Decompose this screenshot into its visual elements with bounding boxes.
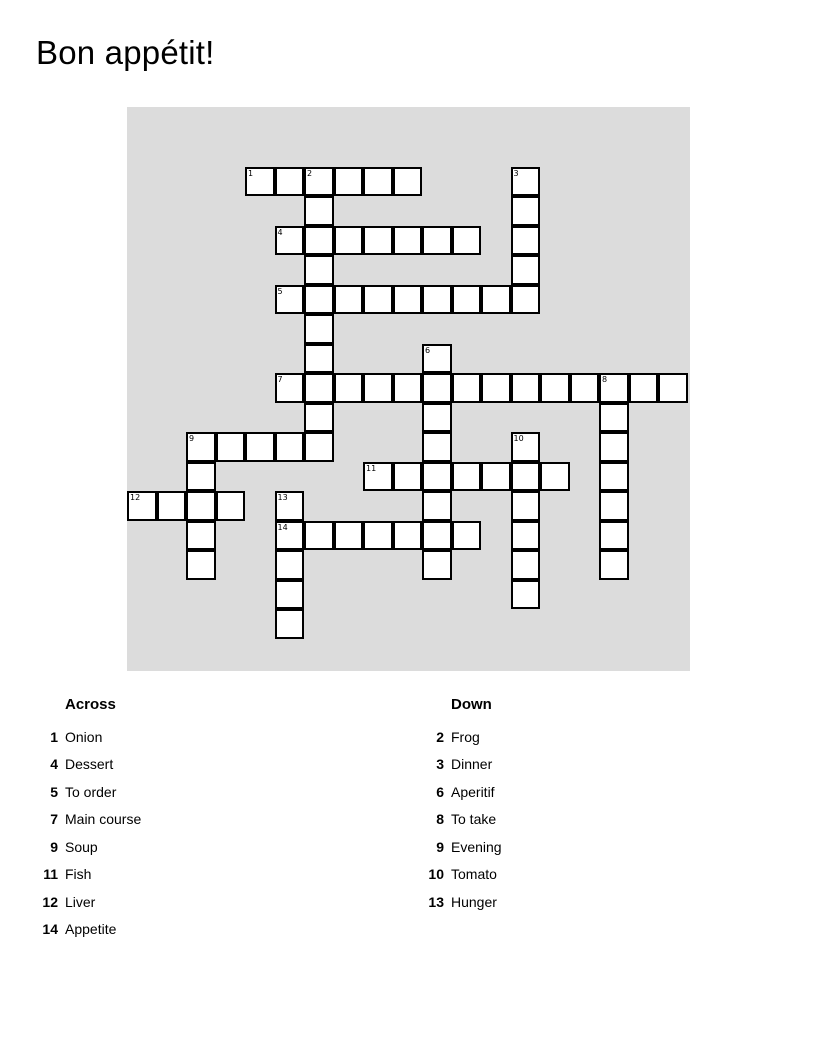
clue-number: 3 (436, 756, 444, 773)
crossword-cell[interactable] (275, 373, 305, 403)
crossword-cell[interactable] (599, 521, 629, 551)
crossword-cell[interactable] (599, 462, 629, 492)
crossword-cell[interactable] (334, 285, 364, 315)
crossword-cell[interactable] (511, 491, 541, 521)
clue-row (30, 806, 330, 834)
crossword-cell[interactable] (511, 196, 541, 226)
cell-number: 7 (277, 375, 283, 384)
crossword-cell[interactable] (511, 462, 541, 492)
crossword-cell[interactable] (275, 550, 305, 580)
crossword-cell[interactable] (245, 432, 275, 462)
crossword-cell[interactable] (363, 226, 393, 256)
crossword-cell[interactable] (216, 432, 246, 462)
crossword-cell[interactable] (511, 550, 541, 580)
crossword-cell[interactable] (334, 167, 364, 197)
crossword-cell[interactable] (452, 521, 482, 551)
clue-number: 5 (50, 783, 58, 800)
cell-number: 3 (513, 168, 519, 178)
crossword-cell[interactable] (393, 285, 423, 315)
clue-text: To order (65, 783, 117, 800)
cell-number: 2 (307, 168, 313, 178)
crossword-cell[interactable] (304, 521, 334, 551)
crossword-cell[interactable] (275, 432, 305, 462)
cell-number: 1 (248, 168, 254, 178)
crossword-cell[interactable] (599, 491, 629, 521)
clue-number: 12 (42, 893, 58, 910)
clue-row (416, 778, 716, 806)
clue-text: Evening (451, 838, 502, 855)
clue-row (416, 751, 716, 779)
clue-text: Hunger (451, 893, 497, 910)
crossword-cell[interactable] (481, 285, 511, 315)
down-clues (416, 693, 716, 916)
crossword-cell[interactable] (629, 373, 659, 403)
clue-row (416, 888, 716, 916)
clue-number: 9 (436, 838, 444, 855)
crossword-grid (127, 107, 690, 671)
clue-number: 4 (50, 756, 58, 773)
crossword-cell[interactable] (422, 403, 452, 433)
across-clue-list (30, 723, 330, 943)
crossword-cell[interactable] (511, 255, 541, 285)
crossword-cell[interactable] (393, 373, 423, 403)
clue-row (30, 778, 330, 806)
crossword-cell[interactable] (304, 403, 334, 433)
crossword-cell[interactable] (511, 285, 541, 315)
crossword-cell[interactable] (186, 491, 216, 521)
crossword-cell[interactable] (304, 226, 334, 256)
clue-number: 13 (428, 893, 444, 910)
crossword-cell[interactable] (275, 521, 305, 551)
clue-row (416, 861, 716, 889)
cell-number: 13 (277, 493, 288, 502)
crossword-cell[interactable] (422, 550, 452, 580)
clue-text: Dessert (65, 756, 114, 773)
crossword-cell[interactable] (186, 550, 216, 580)
crossword-cell[interactable] (304, 344, 334, 374)
crossword-cell[interactable] (422, 521, 452, 551)
clue-text: Onion (65, 728, 103, 745)
clue-row (30, 723, 330, 751)
crossword-cell[interactable] (422, 226, 452, 256)
crossword-cell[interactable] (363, 462, 393, 492)
clue-number: 1 (50, 728, 58, 745)
clue-text: Tomato (451, 866, 497, 883)
clue-text: Soup (65, 838, 98, 855)
cell-number: 14 (277, 522, 288, 532)
crossword-cell[interactable] (511, 580, 541, 610)
crossword-cell[interactable] (452, 226, 482, 256)
clue-number: 11 (43, 866, 58, 883)
crossword-cell[interactable] (334, 226, 364, 256)
crossword-cell[interactable] (452, 373, 482, 403)
clue-row (416, 806, 716, 834)
crossword-cell[interactable] (599, 432, 629, 462)
crossword-cell[interactable] (363, 521, 393, 551)
across-clues (30, 693, 330, 943)
crossword-cell[interactable] (599, 403, 629, 433)
crossword-cell[interactable] (570, 373, 600, 403)
crossword-cell[interactable] (186, 462, 216, 492)
clue-text: Appetite (65, 921, 117, 938)
crossword-cell[interactable] (275, 491, 305, 521)
crossword-cell[interactable] (275, 226, 305, 256)
cell-number: 11 (366, 463, 377, 473)
clue-number: 14 (42, 921, 58, 938)
crossword-cell[interactable] (245, 167, 275, 197)
clue-text: Liver (65, 893, 96, 910)
clue-number: 8 (436, 811, 444, 828)
crossword-cell[interactable] (304, 167, 334, 197)
clue-text: Aperitif (451, 783, 495, 800)
clue-row (30, 751, 330, 779)
crossword-cell[interactable] (393, 167, 423, 197)
cell-number: 4 (277, 227, 283, 237)
crossword-cell[interactable] (304, 255, 334, 285)
clue-number: 9 (50, 838, 58, 855)
crossword-cell[interactable] (422, 344, 452, 374)
clue-number: 10 (428, 866, 444, 883)
crossword-cell[interactable] (334, 373, 364, 403)
crossword-cell[interactable] (304, 432, 334, 462)
clue-text: Frog (451, 728, 480, 745)
crossword-cell[interactable] (511, 521, 541, 551)
crossword-cell[interactable] (511, 373, 541, 403)
clue-row (30, 916, 330, 944)
clue-text: Main course (65, 811, 142, 828)
cell-number: 12 (130, 493, 141, 502)
crossword-cell[interactable] (216, 491, 246, 521)
crossword-cell[interactable] (511, 432, 541, 462)
clue-text: To take (451, 811, 497, 828)
crossword-cell[interactable] (511, 226, 541, 256)
crossword-cell[interactable] (275, 167, 305, 197)
crossword-cell[interactable] (127, 491, 157, 521)
clue-text: Dinner (451, 756, 493, 773)
cell-number: 8 (602, 375, 608, 384)
crossword-cell[interactable] (511, 167, 541, 197)
crossword-cell[interactable] (186, 432, 216, 462)
clue-row (30, 888, 330, 916)
crossword-cell[interactable] (599, 373, 629, 403)
crossword-cell[interactable] (304, 314, 334, 344)
crossword-cell[interactable] (540, 373, 570, 403)
crossword-cell[interactable] (422, 462, 452, 492)
cell-number: 6 (425, 345, 431, 355)
crossword-cell[interactable] (186, 521, 216, 551)
crossword-cell[interactable] (157, 491, 187, 521)
cell-number: 10 (513, 434, 524, 443)
clue-row (30, 861, 330, 889)
crossword-cell[interactable] (363, 373, 393, 403)
cell-number: 9 (189, 434, 195, 443)
crossword-cell[interactable] (363, 285, 393, 315)
crossword-cell[interactable] (304, 373, 334, 403)
clue-number: 2 (436, 728, 444, 745)
crossword-cell[interactable] (481, 462, 511, 492)
across-heading: Across (65, 696, 116, 713)
crossword-cell[interactable] (393, 462, 423, 492)
crossword-cell[interactable] (275, 580, 305, 610)
crossword-cell[interactable] (452, 285, 482, 315)
crossword-cell[interactable] (393, 521, 423, 551)
crossword-cell[interactable] (658, 373, 688, 403)
crossword-cell[interactable] (393, 226, 423, 256)
crossword-cell[interactable] (481, 373, 511, 403)
clue-text: Fish (65, 866, 92, 883)
crossword-cell[interactable] (363, 167, 393, 197)
crossword-cell[interactable] (334, 521, 364, 551)
crossword-cell[interactable] (540, 462, 570, 492)
crossword-cell[interactable] (599, 550, 629, 580)
page-title: Bon appétit! (36, 34, 215, 71)
clue-row (30, 833, 330, 861)
crossword-cell[interactable] (452, 462, 482, 492)
clue-number: 6 (436, 783, 444, 800)
down-heading: Down (451, 696, 492, 713)
crossword-cell[interactable] (422, 432, 452, 462)
crossword-cell[interactable] (275, 609, 305, 639)
crossword-cell[interactable] (422, 491, 452, 521)
crossword-cell[interactable] (422, 285, 452, 315)
cell-number: 5 (277, 286, 283, 296)
clue-number: 7 (50, 811, 58, 828)
crossword-cell[interactable] (304, 196, 334, 226)
clue-row (416, 723, 716, 751)
crossword-cell[interactable] (304, 285, 334, 315)
crossword-cell[interactable] (422, 373, 452, 403)
clue-row (416, 833, 716, 861)
crossword-cell[interactable] (275, 285, 305, 315)
down-clue-list (416, 723, 716, 916)
